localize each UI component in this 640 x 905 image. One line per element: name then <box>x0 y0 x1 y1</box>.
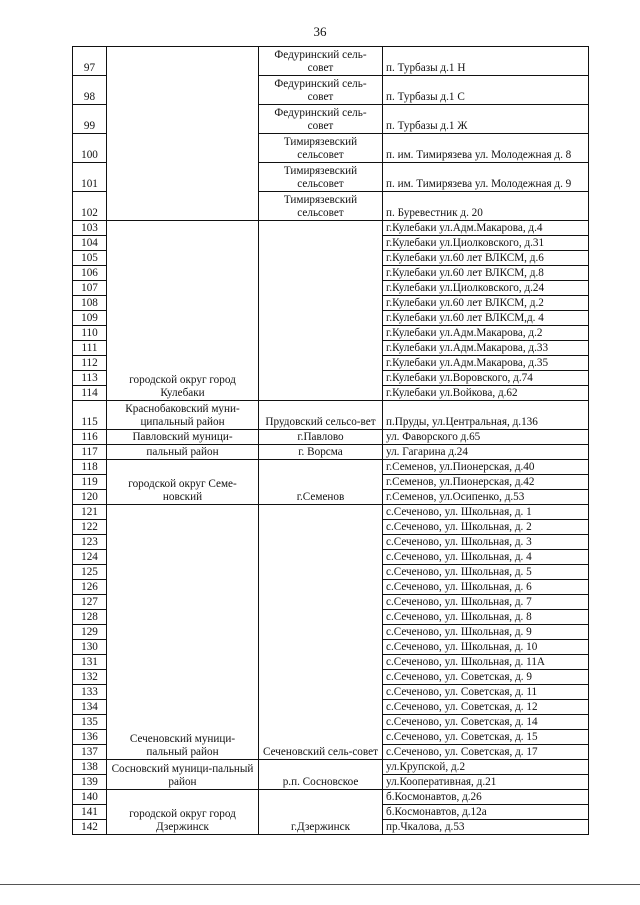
address-cell: п. им. Тимирязева ул. Молодежная д. 8 <box>383 134 589 163</box>
district-cell: городской округ город Дзержинск <box>107 790 259 835</box>
row-number: 134 <box>73 700 107 715</box>
address-cell: с.Сеченово, ул. Школьная, д. 7 <box>383 595 589 610</box>
row-number: 100 <box>73 134 107 163</box>
address-cell: с.Сеченово, ул. Школьная, д. 1 <box>383 505 589 520</box>
address-cell: с.Сеченово, ул. Школьная, д. 2 <box>383 520 589 535</box>
row-number: 105 <box>73 251 107 266</box>
row-number: 104 <box>73 236 107 251</box>
settlement-cell: г.Павлово <box>259 430 383 445</box>
district-cell: Павловский муници- <box>107 430 259 445</box>
address-cell: г.Кулебаки ул.Адм.Макарова, д.35 <box>383 356 589 371</box>
district-cell: пальный район <box>107 445 259 460</box>
row-number: 107 <box>73 281 107 296</box>
address-cell: с.Сеченово, ул. Советская, д. 12 <box>383 700 589 715</box>
address-cell: п.Пруды, ул.Центральная, д.136 <box>383 401 589 430</box>
district-cell: городской округ город Кулебаки <box>107 221 259 401</box>
table-row <box>73 445 589 460</box>
row-number: 126 <box>73 580 107 595</box>
row-number: 127 <box>73 595 107 610</box>
address-cell: г.Кулебаки ул.60 лет ВЛКСМ, д.8 <box>383 266 589 281</box>
row-number: 125 <box>73 565 107 580</box>
address-cell: ул.Крупской, д.2 <box>383 760 589 775</box>
address-cell: с.Сеченово, ул. Школьная, д. 4 <box>383 550 589 565</box>
address-cell: с.Сеченово, ул. Советская, д. 9 <box>383 670 589 685</box>
address-cell: г.Семенов, ул.Пионерская, д.42 <box>383 475 589 490</box>
settlement-cell: Федуринский сель-совет <box>259 47 383 76</box>
settlement-cell: Федуринский сель-совет <box>259 76 383 105</box>
row-number: 112 <box>73 356 107 371</box>
row-number: 119 <box>73 475 107 490</box>
table-row <box>73 221 589 236</box>
settlement-cell: Федуринский сель-совет <box>259 105 383 134</box>
row-number: 117 <box>73 445 107 460</box>
address-cell: п. им. Тимирязева ул. Молодежная д. 9 <box>383 163 589 192</box>
row-number: 103 <box>73 221 107 236</box>
settlement-cell: Сеченовский сель-совет <box>259 505 383 760</box>
settlement-cell: г. Ворсма <box>259 445 383 460</box>
row-number: 102 <box>73 192 107 221</box>
address-cell: г.Кулебаки ул.Воровского, д.74 <box>383 371 589 386</box>
row-number: 137 <box>73 745 107 760</box>
address-cell: с.Сеченово, ул. Школьная, д. 3 <box>383 535 589 550</box>
address-cell: с.Сеченово, ул. Школьная, д. 8 <box>383 610 589 625</box>
table-row <box>73 401 589 430</box>
address-cell: п. Турбазы д.1 Н <box>383 47 589 76</box>
address-cell: ул. Гагарина д.24 <box>383 445 589 460</box>
address-cell: г.Кулебаки ул.60 лет ВЛКСМ, д.6 <box>383 251 589 266</box>
row-number: 111 <box>73 341 107 356</box>
row-number: 99 <box>73 105 107 134</box>
settlement-cell: Прудовский сельсо-вет <box>259 401 383 430</box>
row-number: 98 <box>73 76 107 105</box>
address-cell: б.Космонавтов, д.26 <box>383 790 589 805</box>
row-number: 108 <box>73 296 107 311</box>
row-number: 122 <box>73 520 107 535</box>
address-cell: п. Турбазы д.1 С <box>383 76 589 105</box>
row-number: 139 <box>73 775 107 790</box>
row-number: 123 <box>73 535 107 550</box>
settlement-cell: г.Дзержинск <box>259 790 383 835</box>
row-number: 141 <box>73 805 107 820</box>
row-number: 136 <box>73 730 107 745</box>
row-number: 129 <box>73 625 107 640</box>
row-number: 135 <box>73 715 107 730</box>
address-cell: г.Кулебаки ул.Циолковского, д.31 <box>383 236 589 251</box>
settlement-cell <box>259 221 383 401</box>
address-cell: ул. Фаворского д.65 <box>383 430 589 445</box>
row-number: 128 <box>73 610 107 625</box>
table-row <box>73 47 589 76</box>
address-cell: с.Сеченово, ул. Советская, д. 15 <box>383 730 589 745</box>
address-cell: г.Кулебаки ул.Циолковского, д.24 <box>383 281 589 296</box>
table-row <box>73 505 589 520</box>
row-number: 106 <box>73 266 107 281</box>
settlement-cell: Тимирязевский сельсовет <box>259 163 383 192</box>
settlement-cell: г.Семенов <box>259 460 383 505</box>
address-cell: с.Сеченово, ул. Школьная, д. 5 <box>383 565 589 580</box>
address-cell: г.Кулебаки ул.Адм.Макарова, д.2 <box>383 326 589 341</box>
district-cell: Сеченовский муници-пальный район <box>107 505 259 760</box>
row-number: 121 <box>73 505 107 520</box>
settlement-cell: р.п. Сосновское <box>259 760 383 790</box>
row-number: 133 <box>73 685 107 700</box>
table-row <box>73 460 589 475</box>
address-cell: г.Семенов, ул.Пионерская, д.40 <box>383 460 589 475</box>
table-row <box>73 790 589 805</box>
address-cell: с.Сеченово, ул. Школьная, д. 11А <box>383 655 589 670</box>
address-cell: г.Кулебаки ул.Войкова, д.62 <box>383 386 589 401</box>
address-cell: г.Семенов, ул.Осипенко, д.53 <box>383 490 589 505</box>
row-number: 142 <box>73 820 107 835</box>
address-cell: г.Кулебаки ул.Адм.Макарова, д.33 <box>383 341 589 356</box>
address-cell: с.Сеченово, ул. Школьная, д. 9 <box>383 625 589 640</box>
address-cell: п. Турбазы д.1 Ж <box>383 105 589 134</box>
address-cell: п. Буревестник д. 20 <box>383 192 589 221</box>
row-number: 120 <box>73 490 107 505</box>
address-cell: ул.Кооперативная, д.21 <box>383 775 589 790</box>
district-cell: городской округ Семе-новский <box>107 460 259 505</box>
row-number: 110 <box>73 326 107 341</box>
row-number: 131 <box>73 655 107 670</box>
address-cell: с.Сеченово, ул. Школьная, д. 6 <box>383 580 589 595</box>
address-cell: г.Кулебаки ул.Адм.Макарова, д.4 <box>383 221 589 236</box>
district-cell: Сосновский муници-пальный район <box>107 760 259 790</box>
row-number: 116 <box>73 430 107 445</box>
address-cell: пр.Чкалова, д.53 <box>383 820 589 835</box>
address-cell: с.Сеченово, ул. Советская, д. 11 <box>383 685 589 700</box>
district-cell <box>107 47 259 221</box>
row-number: 140 <box>73 790 107 805</box>
district-cell: Краснобаковский муни-ципальный район <box>107 401 259 430</box>
table-row <box>73 430 589 445</box>
row-number: 138 <box>73 760 107 775</box>
row-number: 97 <box>73 47 107 76</box>
row-number: 132 <box>73 670 107 685</box>
row-number: 124 <box>73 550 107 565</box>
address-table <box>72 46 589 835</box>
settlement-cell: Тимирязевский сельсовет <box>259 134 383 163</box>
row-number: 115 <box>73 401 107 430</box>
address-cell: б.Космонавтов, д.12а <box>383 805 589 820</box>
row-number: 114 <box>73 386 107 401</box>
address-cell: с.Сеченово, ул. Советская, д. 14 <box>383 715 589 730</box>
address-cell: г.Кулебаки ул.60 лет ВЛКСМ,д. 4 <box>383 311 589 326</box>
page-bottom-rule <box>0 884 640 885</box>
row-number: 113 <box>73 371 107 386</box>
page-number: 36 <box>313 24 327 39</box>
settlement-cell: Тимирязевский сельсовет <box>259 192 383 221</box>
row-number: 118 <box>73 460 107 475</box>
address-cell: г.Кулебаки ул.60 лет ВЛКСМ, д.2 <box>383 296 589 311</box>
address-cell: с.Сеченово, ул. Школьная, д. 10 <box>383 640 589 655</box>
row-number: 109 <box>73 311 107 326</box>
row-number: 130 <box>73 640 107 655</box>
table-row <box>73 760 589 775</box>
row-number: 101 <box>73 163 107 192</box>
address-cell: с.Сеченово, ул. Советская, д. 17 <box>383 745 589 760</box>
